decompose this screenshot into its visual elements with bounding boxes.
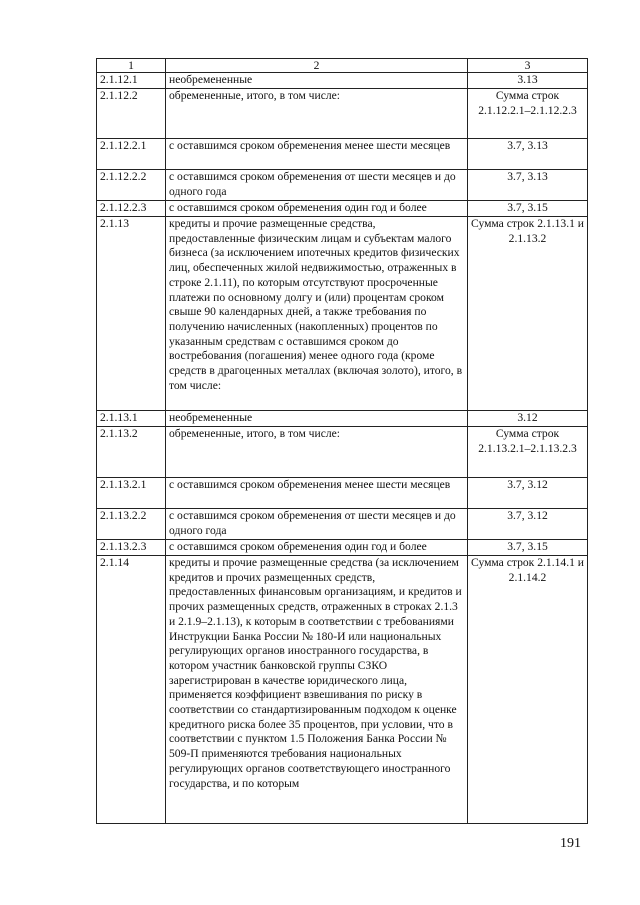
table-row — [97, 509, 588, 540]
column-header: 2 — [166, 59, 468, 73]
row-code: 2.1.12.2 — [97, 89, 166, 139]
row-reference: 3.7, 3.13 — [468, 139, 588, 170]
column-header: 1 — [97, 59, 166, 73]
row-reference: 3.13 — [468, 73, 588, 89]
page-number: 191 — [560, 836, 581, 851]
row-reference: 3.7, 3.12 — [468, 478, 588, 509]
row-code: 2.1.12.2.3 — [97, 201, 166, 217]
row-reference: Сумма строк 2.1.13.2.1–2.1.13.2.3 — [468, 427, 588, 478]
row-code: 2.1.13.2.1 — [97, 478, 166, 509]
row-description: с оставшимся сроком обременения от шести месяцев и до одного года — [166, 509, 468, 540]
row-code: 2.1.12.2.1 — [97, 139, 166, 170]
table-row — [97, 411, 588, 427]
table-row — [97, 73, 588, 89]
row-reference: Сумма строк 2.1.13.1 и 2.1.13.2 — [468, 217, 588, 411]
row-reference: 3.7, 3.15 — [468, 201, 588, 217]
row-description: необремененные — [166, 73, 468, 89]
table-row — [97, 201, 588, 217]
table-row — [97, 217, 588, 411]
table-row — [97, 540, 588, 556]
table-row — [97, 89, 588, 139]
row-description: обремененные, итого, в том числе: — [166, 89, 468, 139]
row-code: 2.1.13.2 — [97, 427, 166, 478]
row-description: обремененные, итого, в том числе: — [166, 427, 468, 478]
row-description: необремененные — [166, 411, 468, 427]
row-code: 2.1.14 — [97, 556, 166, 824]
row-code: 2.1.13 — [97, 217, 166, 411]
row-reference: Сумма строк 2.1.14.1 и 2.1.14.2 — [468, 556, 588, 824]
row-description: кредиты и прочие размещенные средства, предоставленные физическим лицам и субъектам малого бизнеса (за исключением ипотечных кредитов физических лиц, обеспеченных жилой недвижимостью, отраженных в строке 2.1.11), по которым отсутствуют просроченные платежи по основному долгу и (или) процентам сроком свыше 90 календарных дней, а также требования по получению начисленных (накопленных) процентов по указанным средствам с оставшимся сроком до востребования (погашения) менее одного года (кроме средств в драгоценных металлах (включая золото), итого, в том числе: — [166, 217, 468, 411]
row-description: кредиты и прочие размещенные средства (за исключением кредитов и прочих размещенных средств, предоставленных финансовым организациям, и кредитов и прочих размещенных средств, отраженных в строках 2.1.3 и 2.1.9–2.1.13), к которым в соответствии с требованиями Инструкции Банка России № 180-И или национальных регулирующих органов иностранного государства, в котором участник банковской группы СЗКО зарегистрирован в качестве юридического лица, применяется коэффициент взвешивания по риску в соответствии со стандартизированным подходом к оценке кредитного риска более 35 процентов, при условии, что в соответствии с пунктом 1.5 Положения Банка России № 509-П применяются требования национальных регулирующих органов соответствующего иностранного государства, и по которым — [166, 556, 468, 824]
row-description: с оставшимся сроком обременения от шести месяцев и до одного года — [166, 170, 468, 201]
row-reference: 3.7, 3.12 — [468, 509, 588, 540]
table-row — [97, 478, 588, 509]
row-description: с оставшимся сроком обременения один год и более — [166, 201, 468, 217]
table-row — [97, 170, 588, 201]
table-row — [97, 556, 588, 824]
column-header: 3 — [468, 59, 588, 73]
row-reference: 3.7, 3.15 — [468, 540, 588, 556]
row-reference: 3.12 — [468, 411, 588, 427]
row-reference: Сумма строк 2.1.12.2.1–2.1.12.2.3 — [468, 89, 588, 139]
row-description: с оставшимся сроком обременения один год и более — [166, 540, 468, 556]
row-code: 2.1.12.1 — [97, 73, 166, 89]
row-description: с оставшимся сроком обременения менее шести месяцев — [166, 139, 468, 170]
row-code: 2.1.13.2.2 — [97, 509, 166, 540]
row-description: с оставшимся сроком обременения менее шести месяцев — [166, 478, 468, 509]
row-code: 2.1.13.1 — [97, 411, 166, 427]
row-reference: 3.7, 3.13 — [468, 170, 588, 201]
table-row — [97, 139, 588, 170]
table-row — [97, 427, 588, 478]
table-header-row — [97, 59, 588, 73]
row-code: 2.1.13.2.3 — [97, 540, 166, 556]
row-code: 2.1.12.2.2 — [97, 170, 166, 201]
regulation-table — [96, 58, 588, 824]
